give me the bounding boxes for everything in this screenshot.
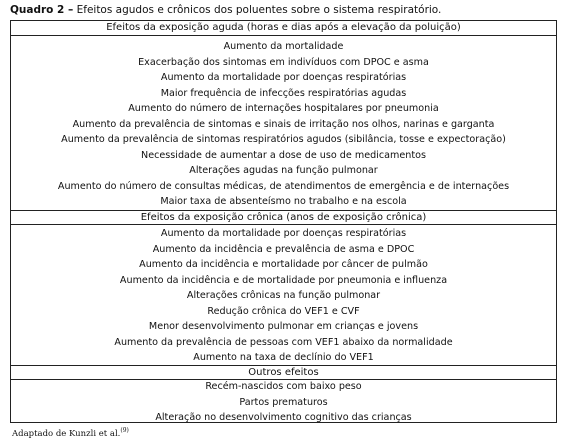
table-row: Aumento da prevalência de sintomas respiratórios agudos (sibilância, tosse e expectoração)	[61, 134, 506, 145]
table-caption	[10, 4, 441, 16]
table-row: Maior taxa de absenteísmo no trabalho e na escola	[160, 196, 407, 207]
table-row: Alterações crônicas na função pulmonar	[186, 290, 381, 301]
table-row: Recém-nascidos com baixo peso	[205, 381, 362, 392]
table-row: Aumento do número de consultas médicas, de atendimentos de emergência e de internações	[57, 180, 510, 192]
table-row: Aumento na taxa de declínio do VEF1	[193, 352, 374, 363]
table-footnote	[12, 427, 129, 439]
table-row: Alterações agudas na função pulmonar	[189, 165, 378, 176]
table-row: Aumento da incidência e de mortalidade por pneumonia e influenza	[119, 274, 448, 286]
section-header-acute: Efeitos da exposição aguda (horas e dias após a elevação da poluição)	[11, 21, 556, 36]
caption-text: Efeitos agudos e crônicos dos poluentes sobre o sistema respiratório.	[76, 4, 442, 16]
caption-label: Quadro 2 –	[10, 4, 74, 16]
table-row: Alteração no desenvolvimento cognitivo das crianças	[155, 412, 412, 423]
table-row: Menor desenvolvimento pulmonar em crianças e jovens	[148, 321, 419, 332]
table-row: Aumento da mortalidade	[223, 41, 344, 52]
table-row: Exacerbação dos sintomas em indivíduos com DPOC e asma	[138, 56, 429, 68]
table-row: Redução crônica do VEF1 e CVF	[207, 305, 360, 317]
table-row: Necessidade de aumentar a dose de uso de medicamentos	[141, 149, 426, 161]
table-row: Aumento da incidência e prevalência de asma e DPOC	[152, 243, 415, 255]
section-header-chronic: Efeitos da exposição crônica (anos de exposição crônica)	[11, 210, 556, 225]
table-row: Aumento do número de internações hospitalares por pneumonia	[128, 103, 439, 114]
footnote-text: Adaptado de Kunzli et al.	[12, 428, 121, 439]
table-row: Maior frequência de infecções respiratórias agudas	[160, 87, 407, 99]
table-row: Aumento da prevalência de pessoas com VEF1 abaixo da normalidade	[114, 336, 453, 348]
effects-table	[10, 20, 557, 423]
table-row: Partos prematuros	[239, 396, 328, 408]
footnote-reference: (9)	[120, 427, 129, 434]
table-row: Aumento da prevalência de sintomas e sinais de irritação nos olhos, narinas e garganta	[72, 118, 495, 130]
table-row: Aumento da mortalidade por doenças respiratórias	[160, 228, 407, 239]
table-row: Aumento da mortalidade por doenças respiratórias	[160, 72, 407, 83]
section-header-other: Outros efeitos	[11, 365, 556, 380]
table-row: Aumento da incidência e mortalidade por câncer de pulmão	[139, 259, 428, 270]
